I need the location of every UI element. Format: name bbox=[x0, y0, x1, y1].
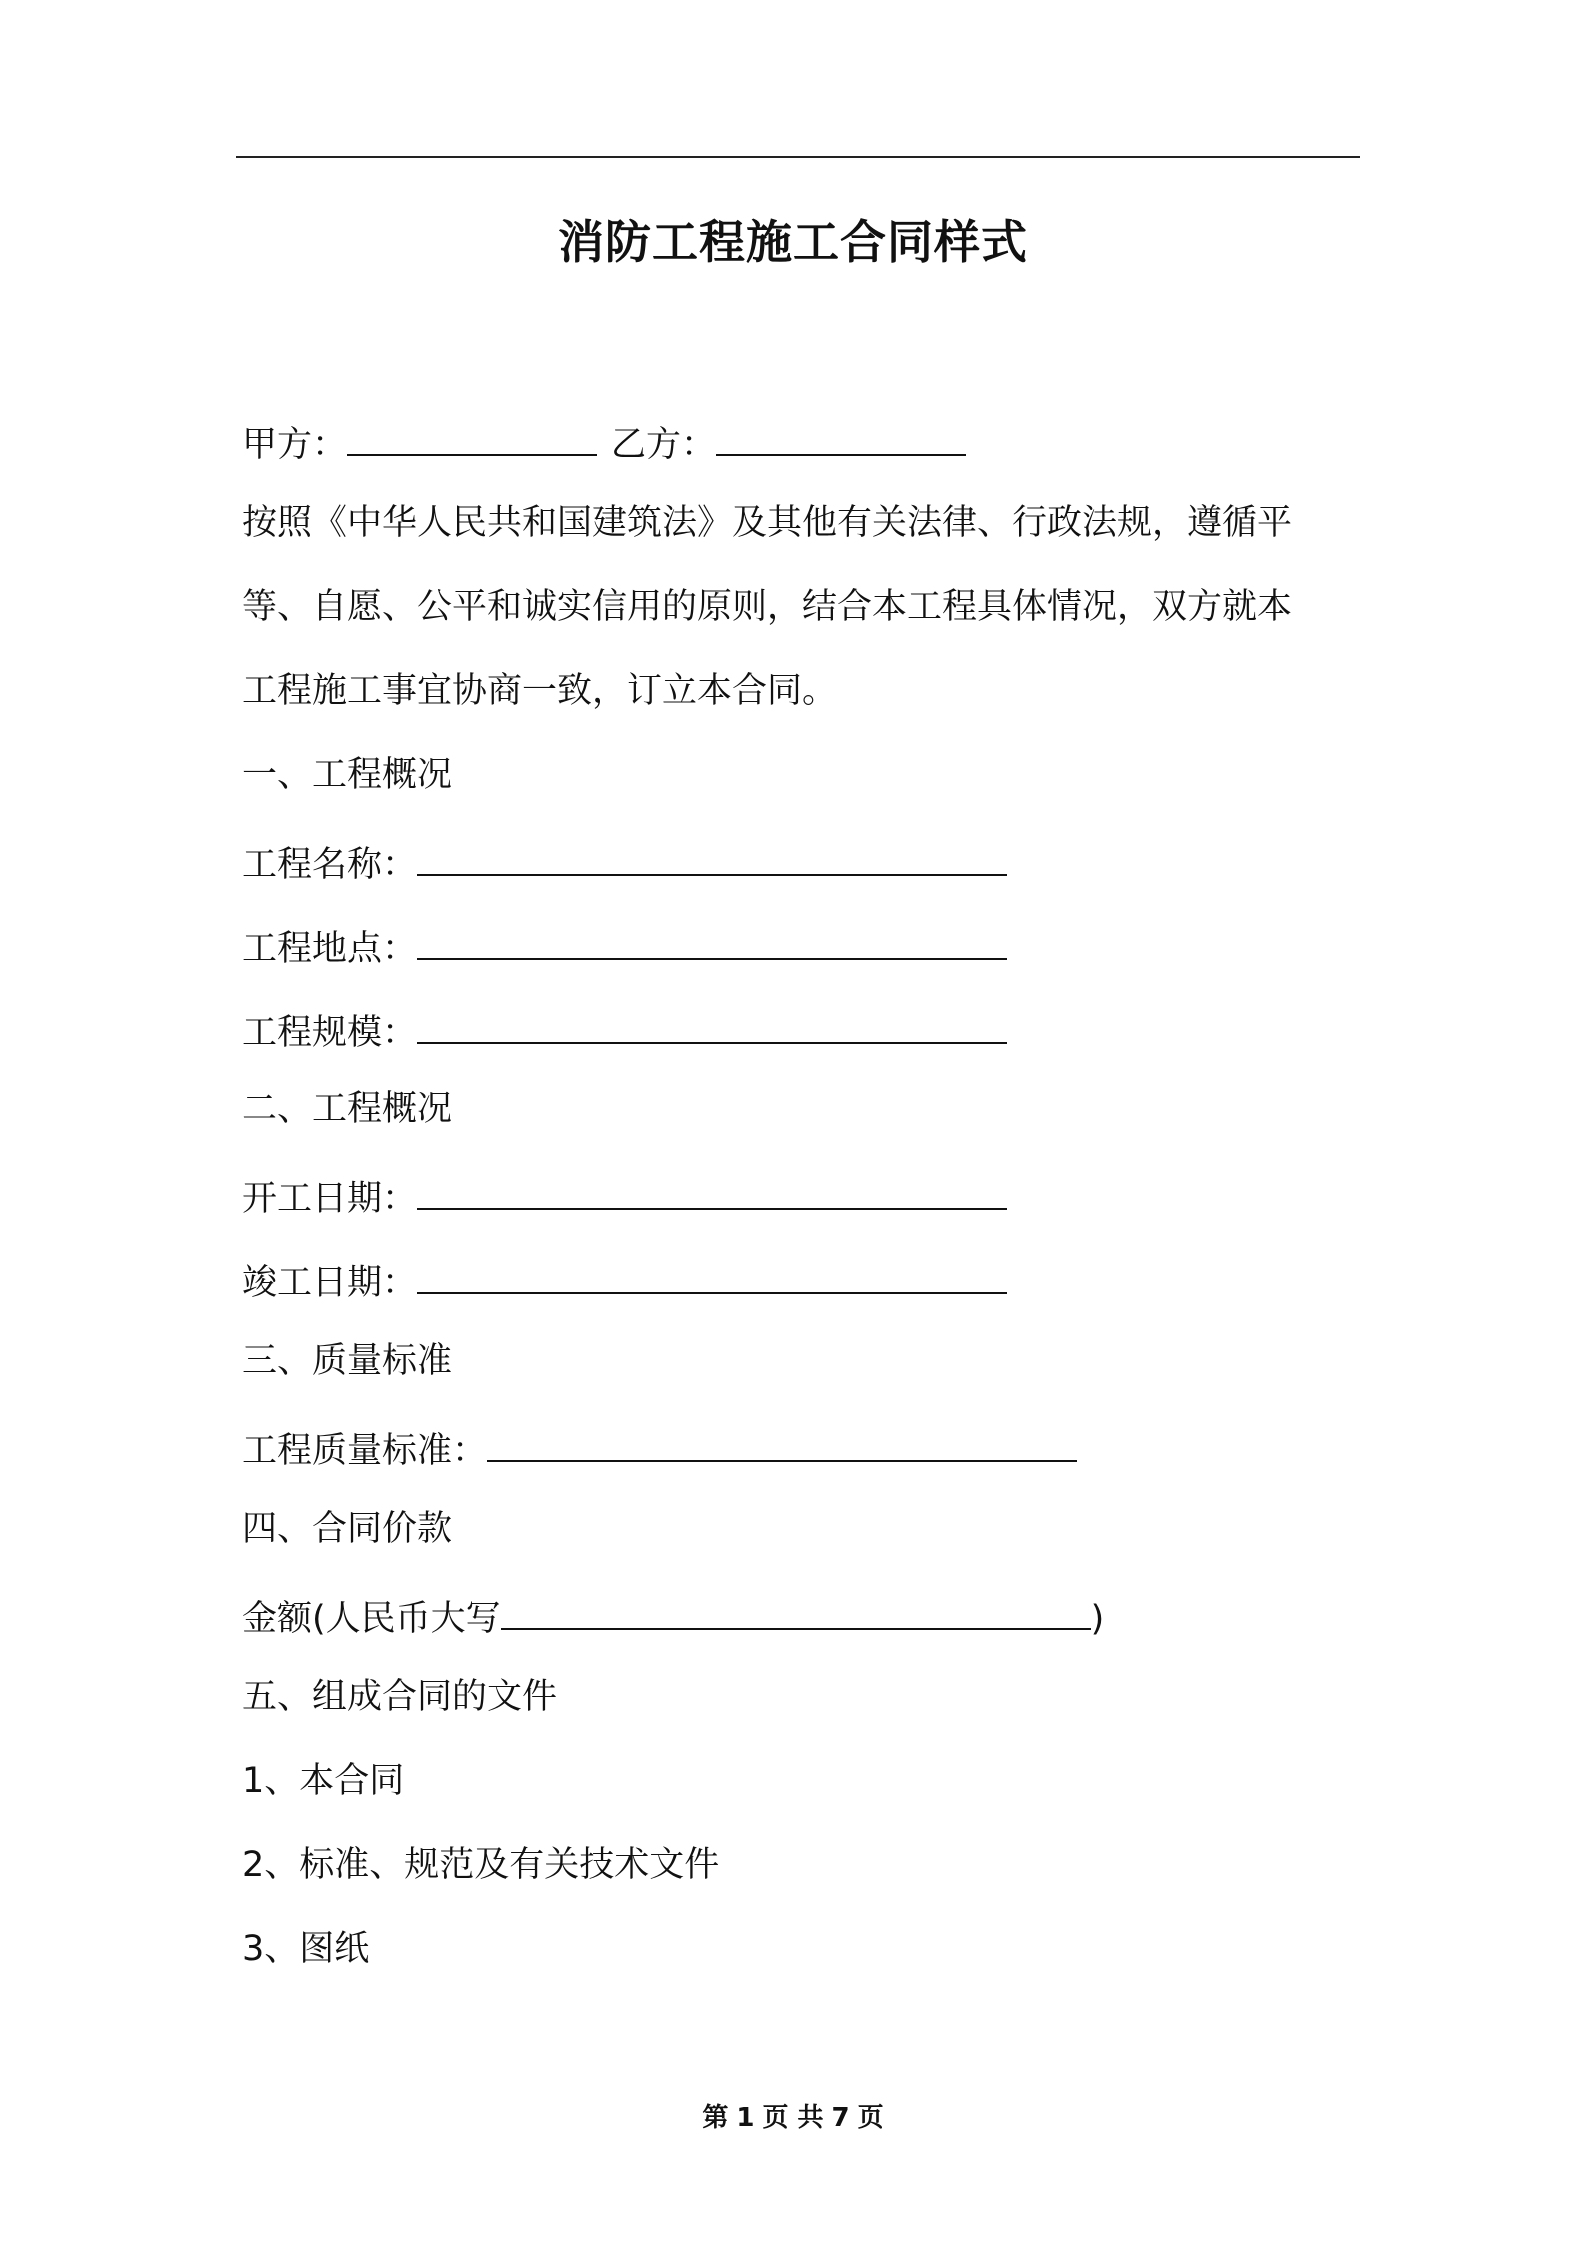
document-title: 消防工程施工合同样式 bbox=[558, 215, 1028, 269]
footer-suffix: 页 bbox=[857, 2103, 884, 2133]
field-start-date bbox=[242, 1172, 1007, 1224]
page-total: 7 bbox=[831, 2103, 850, 2133]
parties-line bbox=[242, 418, 966, 470]
page-number: 1 bbox=[736, 2103, 755, 2133]
amount-blank[interactable] bbox=[501, 1592, 1091, 1630]
section-4-heading: 四、合同价款 bbox=[242, 1509, 453, 1549]
field-amount bbox=[242, 1592, 1104, 1644]
section-5-heading: 五、组成合同的文件 bbox=[242, 1677, 558, 1717]
footer-prefix: 第 bbox=[702, 2103, 729, 2133]
project-name-blank[interactable] bbox=[417, 838, 1007, 876]
page-footer bbox=[0, 2100, 1586, 2136]
section-2-heading: 二、工程概况 bbox=[242, 1089, 453, 1129]
completion-date-blank[interactable] bbox=[417, 1256, 1007, 1294]
amount-prefix: 金额(人民币大写 bbox=[242, 1599, 501, 1639]
footer-middle: 页 共 bbox=[762, 2103, 824, 2133]
field-label: 开工日期： bbox=[242, 1179, 418, 1219]
amount-suffix: ) bbox=[1090, 1599, 1105, 1639]
list-item: 2、标准、规范及有关技术文件 bbox=[242, 1845, 720, 1885]
field-completion-date bbox=[242, 1256, 1007, 1308]
field-project-scale bbox=[242, 1006, 1007, 1058]
project-location-blank[interactable] bbox=[417, 922, 1007, 960]
intro-line-3: 工程施工事宜协商一致，订立本合同。 bbox=[242, 671, 838, 711]
section-1-heading: 一、工程概况 bbox=[242, 755, 453, 795]
list-item: 1、本合同 bbox=[242, 1761, 405, 1801]
field-label: 工程名称： bbox=[242, 845, 418, 885]
field-label: 工程质量标准： bbox=[242, 1431, 488, 1471]
section-3-heading: 三、质量标准 bbox=[242, 1341, 453, 1381]
field-label: 工程地点： bbox=[242, 929, 418, 969]
header-rule bbox=[236, 156, 1360, 158]
field-label: 工程规模： bbox=[242, 1013, 418, 1053]
field-label: 竣工日期： bbox=[242, 1263, 418, 1303]
party-a-blank[interactable] bbox=[347, 418, 597, 456]
quality-standard-blank[interactable] bbox=[487, 1424, 1077, 1462]
party-b-blank[interactable] bbox=[716, 418, 966, 456]
party-a-label: 甲方： bbox=[242, 425, 348, 465]
list-item: 3、图纸 bbox=[242, 1929, 370, 1969]
start-date-blank[interactable] bbox=[417, 1172, 1007, 1210]
project-scale-blank[interactable] bbox=[417, 1006, 1007, 1044]
field-project-name bbox=[242, 838, 1007, 890]
field-project-location bbox=[242, 922, 1007, 974]
intro-line-1: 按照《中华人民共和国建筑法》及其他有关法律、行政法规，遵循平 bbox=[242, 503, 1293, 543]
field-quality-standard bbox=[242, 1424, 1077, 1476]
party-b-label: 乙方： bbox=[611, 425, 717, 465]
intro-line-2: 等、自愿、公平和诚实信用的原则，结合本工程具体情况，双方就本 bbox=[242, 587, 1293, 627]
